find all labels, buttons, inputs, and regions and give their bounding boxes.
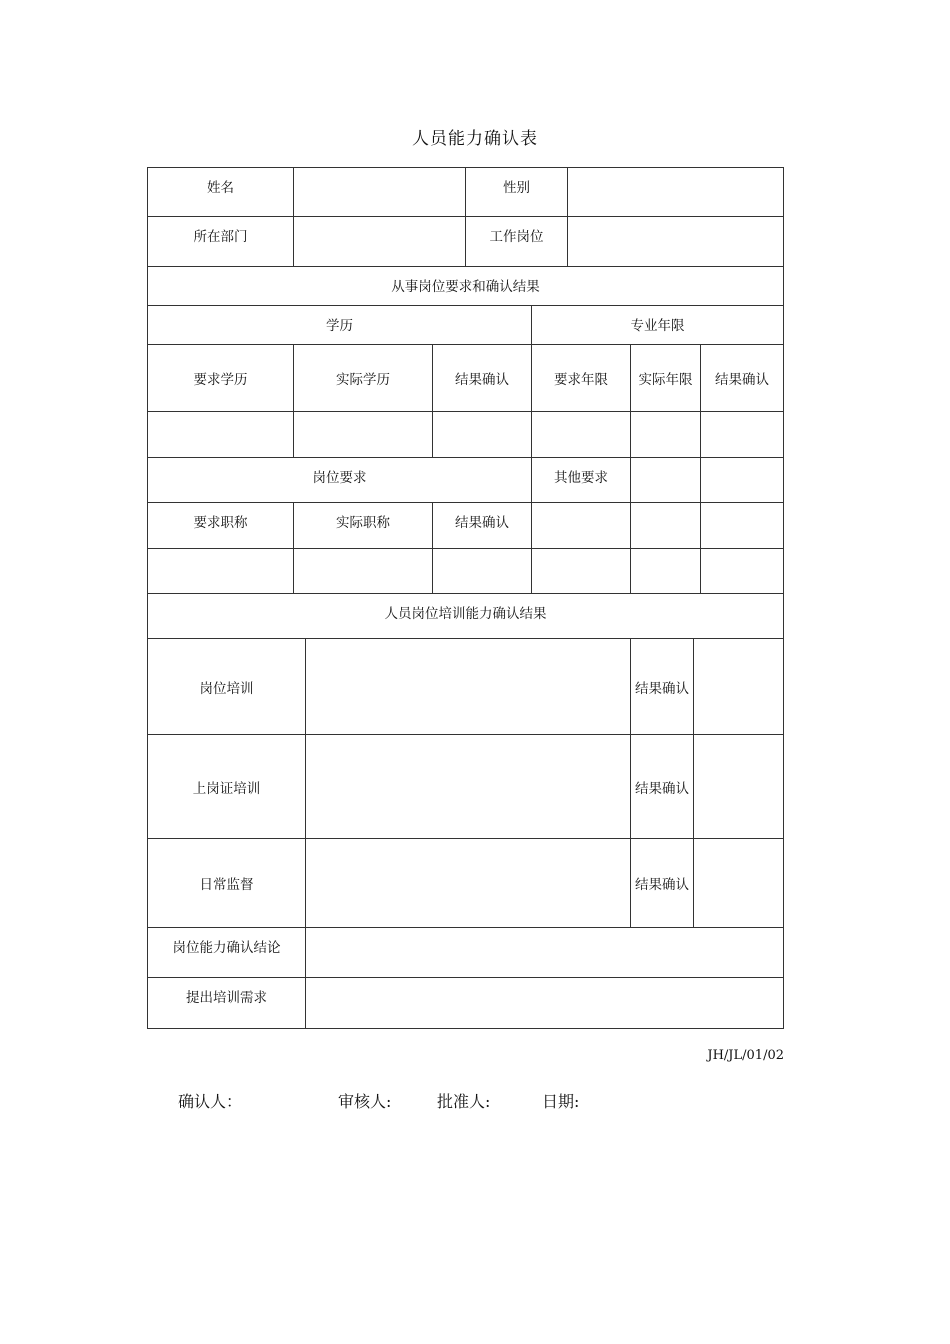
post-label-cell (465, 216, 568, 267)
experience-title: 专业年限 (630, 318, 685, 334)
daily-supervision-result-value[interactable] (693, 838, 784, 928)
gender-label: 性别 (503, 180, 530, 196)
title-result-cell (432, 502, 532, 549)
other-value-8[interactable] (700, 548, 784, 594)
post-training-value[interactable] (305, 638, 631, 735)
required-title-label: 要求职称 (193, 515, 248, 531)
other-requirements-cell (531, 457, 631, 503)
actual-education-value[interactable] (293, 411, 433, 458)
confirmer-label: 确认人： (178, 1092, 243, 1111)
conclusion-value[interactable] (305, 927, 784, 978)
experience-title-cell (531, 305, 784, 345)
other-value-3[interactable] (531, 502, 631, 549)
training-section-title: 人员岗位培训能力确认结果 (384, 606, 547, 622)
post-training-label: 岗位培训 (199, 680, 254, 697)
other-requirements-value-1[interactable] (630, 457, 701, 503)
dept-label: 所在部门 (193, 229, 248, 245)
name-label: 姓名 (207, 180, 234, 196)
daily-supervision-result-label: 结果确认 (635, 877, 689, 893)
actual-education-cell (293, 344, 433, 412)
education-result-cell (432, 344, 532, 412)
training-needs-label: 提出培训需求 (186, 990, 267, 1006)
conclusion-cell (147, 927, 306, 978)
training-needs-value[interactable] (305, 977, 784, 1029)
certificate-training-result-cell (630, 734, 694, 839)
requirements-section-cell (147, 266, 784, 306)
years-result-value[interactable] (700, 411, 784, 458)
required-title-cell (147, 502, 294, 549)
required-education-label: 要求学历 (193, 372, 248, 388)
post-training-cell (147, 638, 306, 735)
daily-supervision-result-cell (630, 838, 694, 928)
years-result-cell (700, 344, 784, 412)
years-result-label: 结果确认 (715, 372, 769, 388)
education-title: 学历 (326, 318, 353, 334)
required-education-cell (147, 344, 294, 412)
gender-value-cell[interactable] (567, 167, 784, 217)
name-value-cell[interactable] (293, 167, 466, 217)
other-value-4[interactable] (630, 502, 701, 549)
requirements-section-title: 从事岗位要求和确认结果 (391, 279, 540, 295)
actual-education-label: 实际学历 (336, 372, 390, 388)
post-value-cell[interactable] (567, 216, 784, 267)
dept-value-cell[interactable] (293, 216, 466, 267)
gender-label-cell (465, 167, 568, 217)
post-training-result-label: 结果确认 (635, 680, 689, 697)
form-title: 人员能力确认表 (412, 129, 538, 149)
actual-title-value[interactable] (293, 548, 433, 594)
date-label: 日期: (542, 1092, 580, 1111)
other-requirements-label: 其他要求 (554, 470, 608, 486)
document-code: JH/JL/01/02 (707, 1048, 784, 1063)
education-result-label: 结果确认 (455, 372, 509, 388)
conclusion-label: 岗位能力确认结论 (172, 940, 281, 956)
education-result-value[interactable] (432, 411, 532, 458)
dept-label-cell (147, 216, 294, 267)
post-label: 工作岗位 (489, 229, 544, 245)
post-training-result-cell (630, 638, 694, 735)
actual-years-label: 实际年限 (638, 372, 693, 388)
certificate-training-label: 上岗证培训 (192, 780, 261, 797)
title-result-value[interactable] (432, 548, 532, 594)
name-label-cell (147, 167, 294, 217)
certificate-training-value[interactable] (305, 734, 631, 839)
daily-supervision-value[interactable] (305, 838, 631, 928)
other-value-5[interactable] (700, 502, 784, 549)
actual-title-label: 实际职称 (336, 515, 390, 531)
actual-title-cell (293, 502, 433, 549)
actual-years-cell (630, 344, 701, 412)
post-requirements-cell (147, 457, 532, 503)
other-requirements-value-2[interactable] (700, 457, 784, 503)
daily-supervision-cell (147, 838, 306, 928)
required-title-value[interactable] (147, 548, 294, 594)
other-value-7[interactable] (630, 548, 701, 594)
required-years-label: 要求年限 (554, 372, 608, 388)
certificate-training-result-label: 结果确认 (635, 780, 689, 797)
certificate-training-result-value[interactable] (693, 734, 784, 839)
post-requirements-label: 岗位要求 (312, 470, 367, 486)
title-result-label: 结果确认 (455, 515, 509, 531)
training-section-cell (147, 593, 784, 639)
daily-supervision-label: 日常监督 (199, 877, 254, 893)
education-title-cell (147, 305, 532, 345)
approver-label: 批准人: (437, 1092, 491, 1111)
post-training-result-value[interactable] (693, 638, 784, 735)
required-education-value[interactable] (147, 411, 294, 458)
reviewer-label: 审核人: (338, 1092, 392, 1111)
required-years-value[interactable] (531, 411, 631, 458)
training-needs-cell (147, 977, 306, 1029)
required-years-cell (531, 344, 631, 412)
actual-years-value[interactable] (630, 411, 701, 458)
other-value-6[interactable] (531, 548, 631, 594)
certificate-training-cell (147, 734, 306, 839)
